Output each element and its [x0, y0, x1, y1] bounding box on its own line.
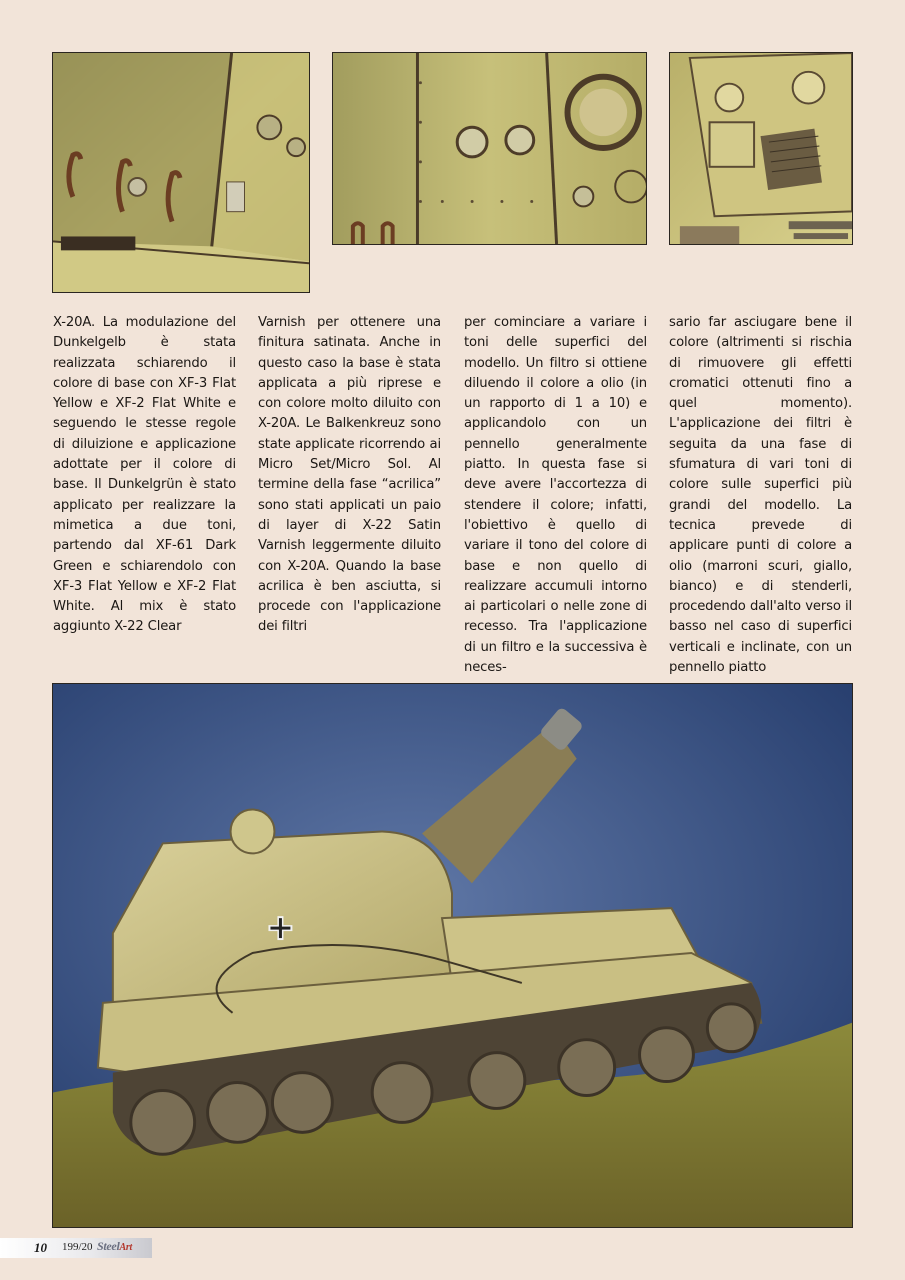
photo-hull-rear-detail — [332, 52, 647, 245]
photo-hull-side-detail — [52, 52, 310, 293]
brand-accent: Art — [119, 1242, 132, 1253]
paragraph: sario far asciugare bene il colore (altrimenti si rischia di rimuovere gli effetti cromatici ottenuti fino a quel momento). L'applicazione dei filtri è seguita da una fase di sfumatura di vari toni di colore sulle superfici più grandi del modello. La tecnica prevede di applicare punti di colore a olio (marroni scuri, giallo, bianco) e di stenderli, procedendo dall'alto verso il basso nel caso di superfici verticali e inclinate, con un pennello piatto — [669, 315, 852, 676]
paragraph: X-20A. La modulazione del Dunkelgelb è stata realizzata schiarendo il colore di base con XF-3 Flat Yellow e XF-2 Flat White e seguendo le stesse regole di diluizione e applicazione adottate per il colore di base. Il Dunkelgrün è stato applicato per realizzare la mimetica a due toni, partendo dal XF-61 Dark Green e schiarendolo con XF-3 Flat Yellow e XF-2 Flat White. Al mix è stato aggiunto X-22 Clear — [53, 315, 236, 635]
issue-number: 199/20 — [62, 1241, 93, 1253]
photo-engine-deck-detail — [669, 52, 853, 245]
text-column-4 — [669, 313, 852, 678]
text-column-3 — [464, 313, 647, 678]
photo-tank-model — [52, 683, 853, 1228]
text-column-1 — [53, 313, 236, 638]
magazine-logo — [97, 1239, 132, 1254]
page-number: 10 — [34, 1240, 47, 1255]
paragraph: per cominciare a variare i toni delle superfici del modello. Un filtro si ottiene diluendo il colore a olio (in un rapporto di 1 a 10) e applicandolo con un pennello generalmente piatto. In questa fase si deve avere l'accortezza di stendere il colore; infatti, l'obiettivo è quello di variare il tono del colore di base e non quello di realizzare accumuli intorno ai particolari o nelle zone di recesso. Tra l'applicazione di un filtro e la successiva è neces- — [464, 315, 647, 676]
brand-main: Steel — [97, 1239, 120, 1253]
text-column-2 — [258, 313, 441, 638]
paragraph: Varnish per ottenere una finitura satinata. Anche in questo caso la base è stata applicata a più riprese e con colore molto diluito con X-20A. Le Balkenkreuz sono state applicate ricorrendo ai Micro Set/Micro Sol. Al termine della fase “acrilica” sono stati applicati un paio di layer di X-22 Satin Varnish leggermente diluito con X-20A. Quando la base acrilica è ben asciutta, si procede con l'applicazione dei filtri — [258, 315, 441, 635]
